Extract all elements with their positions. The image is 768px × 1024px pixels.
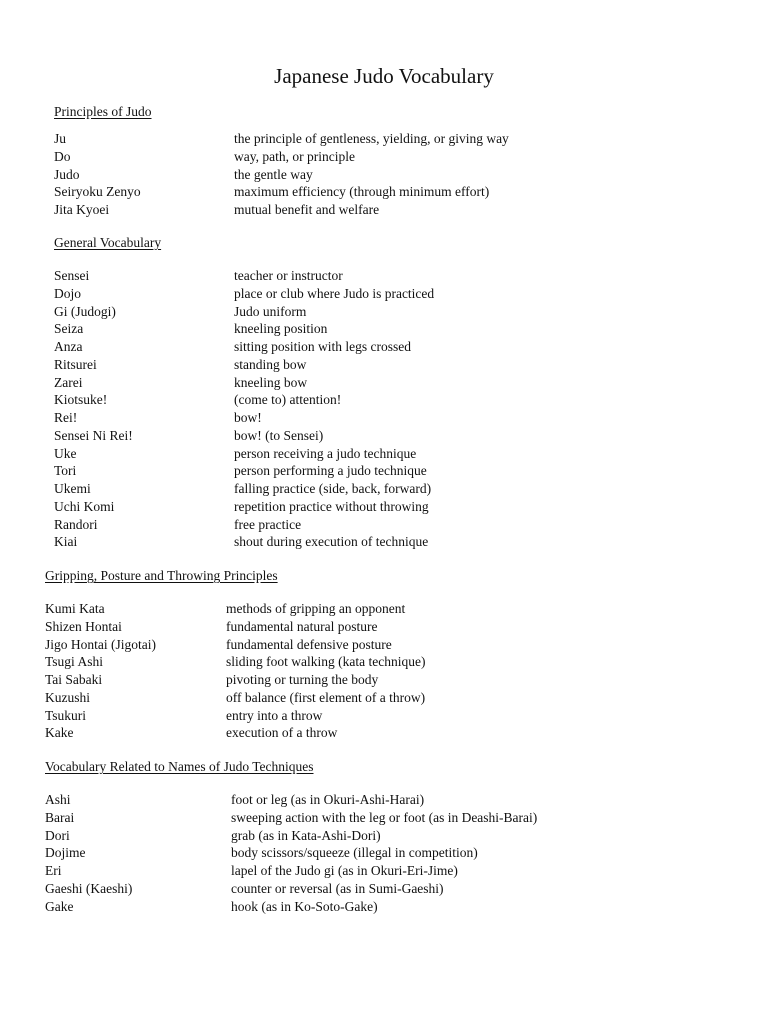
vocab-term: Ju — [54, 131, 67, 146]
vocab-definition: falling practice (side, back, forward) — [234, 481, 432, 496]
vocab-definition: the principle of gentleness, yielding, or giving way — [234, 131, 509, 146]
vocab-definition: standing bow — [234, 356, 307, 372]
vocab-definition: counter or reversal (as in Sumi-Gaeshi) — [231, 880, 444, 896]
vocab-term: Jita Kyoei — [54, 202, 110, 217]
vocab-definition: fundamental defensive posture — [226, 636, 392, 652]
vocab-term: Uke — [54, 445, 77, 461]
vocab-term: Tori — [54, 463, 77, 479]
vocab-definition: kneeling bow — [234, 374, 308, 390]
vocab-definition: repetition practice without throwing — [234, 498, 429, 514]
vocab-term: Kiai — [54, 534, 78, 550]
vocab-term: Kuzushi — [45, 689, 90, 705]
vocab-definition: teacher or instructor — [234, 268, 343, 283]
vocab-definition: kneeling position — [234, 321, 328, 337]
vocab-term: Kumi Kata — [45, 601, 105, 616]
vocab-term: Kiotsuke! — [54, 392, 108, 408]
vocab-definition: fundamental natural posture — [226, 618, 378, 634]
vocab-term: Eri — [45, 863, 62, 878]
vocab-term: Zarei — [54, 374, 83, 390]
vocab-definition: free practice — [234, 516, 302, 532]
vocab-definition: bow! (to Sensei) — [234, 427, 324, 443]
vocab-definition: (come to) attention! — [234, 392, 342, 408]
vocab-term: Rei! — [54, 410, 78, 425]
vocab-definition: way, path, or principle — [234, 148, 355, 164]
vocab-term: Sensei — [54, 268, 90, 283]
vocab-definition: pivoting or turning the body — [226, 672, 379, 687]
vocab-definition: the gentle way — [234, 166, 313, 182]
vocab-definition: bow! — [234, 410, 262, 425]
vocab-term: Kake — [45, 725, 74, 741]
vocab-term: Tai Sabaki — [45, 672, 103, 687]
vocab-definition: body scissors/squeeze (illegal in competition) — [231, 845, 478, 861]
vocab-term: Judo — [54, 166, 80, 182]
section-heading-techniques: Vocabulary Related to Names of Judo Techniques — [45, 759, 314, 774]
vocab-term: Tsugi Ashi — [45, 654, 103, 670]
vocab-definition: foot or leg (as in Okuri-Ashi-Harai) — [231, 792, 425, 807]
vocab-definition: lapel of the Judo gi (as in Okuri-Eri-Jime) — [231, 863, 458, 878]
vocab-definition: sliding foot walking (kata technique) — [226, 654, 426, 670]
vocab-definition: sitting position with legs crossed — [234, 339, 411, 354]
vocab-term: Seiryoku Zenyo — [54, 184, 141, 200]
vocab-term: Ashi — [45, 792, 71, 807]
vocab-term: Ukemi — [54, 481, 91, 496]
page-title: Japanese Judo Vocabulary — [274, 64, 494, 88]
vocab-term: Anza — [54, 339, 83, 354]
vocab-term: Gaeshi (Kaeshi) — [45, 880, 133, 896]
vocab-definition: maximum efficiency (through minimum effort) — [234, 184, 490, 200]
section-heading-principles: Principles of Judo — [54, 104, 152, 119]
vocab-definition: entry into a throw — [226, 707, 323, 723]
vocab-term: Do — [54, 148, 71, 164]
vocab-term: Jigo Hontai (Jigotai) — [45, 636, 156, 652]
vocab-term: Gake — [45, 898, 74, 914]
vocab-term: Gi (Judogi) — [54, 303, 116, 319]
vocab-term: Dori — [45, 827, 70, 843]
vocab-definition: Judo uniform — [234, 303, 307, 319]
vocab-definition: hook (as in Ko-Soto-Gake) — [231, 898, 378, 914]
vocab-term: Dojime — [45, 845, 86, 861]
vocab-definition: off balance (first element of a throw) — [226, 689, 426, 705]
vocab-definition: person receiving a judo technique — [234, 445, 417, 461]
vocab-term: Uchi Komi — [54, 498, 115, 514]
vocab-definition: shout during execution of technique — [234, 534, 429, 550]
section-heading-general: General Vocabulary — [54, 235, 162, 250]
vocab-definition: place or club where Judo is practiced — [234, 285, 435, 301]
vocab-definition: methods of gripping an opponent — [226, 601, 406, 616]
vocab-definition: sweeping action with the leg or foot (as in Deashi-Barai) — [231, 809, 538, 825]
vocab-term: Sensei Ni Rei! — [54, 427, 133, 443]
vocab-term: Ritsurei — [54, 356, 97, 372]
vocab-term: Shizen Hontai — [45, 618, 122, 634]
vocab-definition: grab (as in Kata-Ashi-Dori) — [231, 827, 381, 843]
vocab-definition: execution of a throw — [226, 725, 338, 741]
vocab-term: Randori — [54, 516, 98, 532]
vocab-term: Tsukuri — [45, 707, 87, 723]
section-heading-gripping: Gripping, Posture and Throwing Principles — [45, 568, 278, 583]
vocab-term: Seiza — [54, 321, 84, 337]
vocab-definition: mutual benefit and welfare — [234, 202, 380, 217]
vocab-term: Barai — [45, 809, 75, 825]
vocab-definition: person performing a judo technique — [234, 463, 427, 479]
vocab-term: Dojo — [54, 285, 81, 301]
